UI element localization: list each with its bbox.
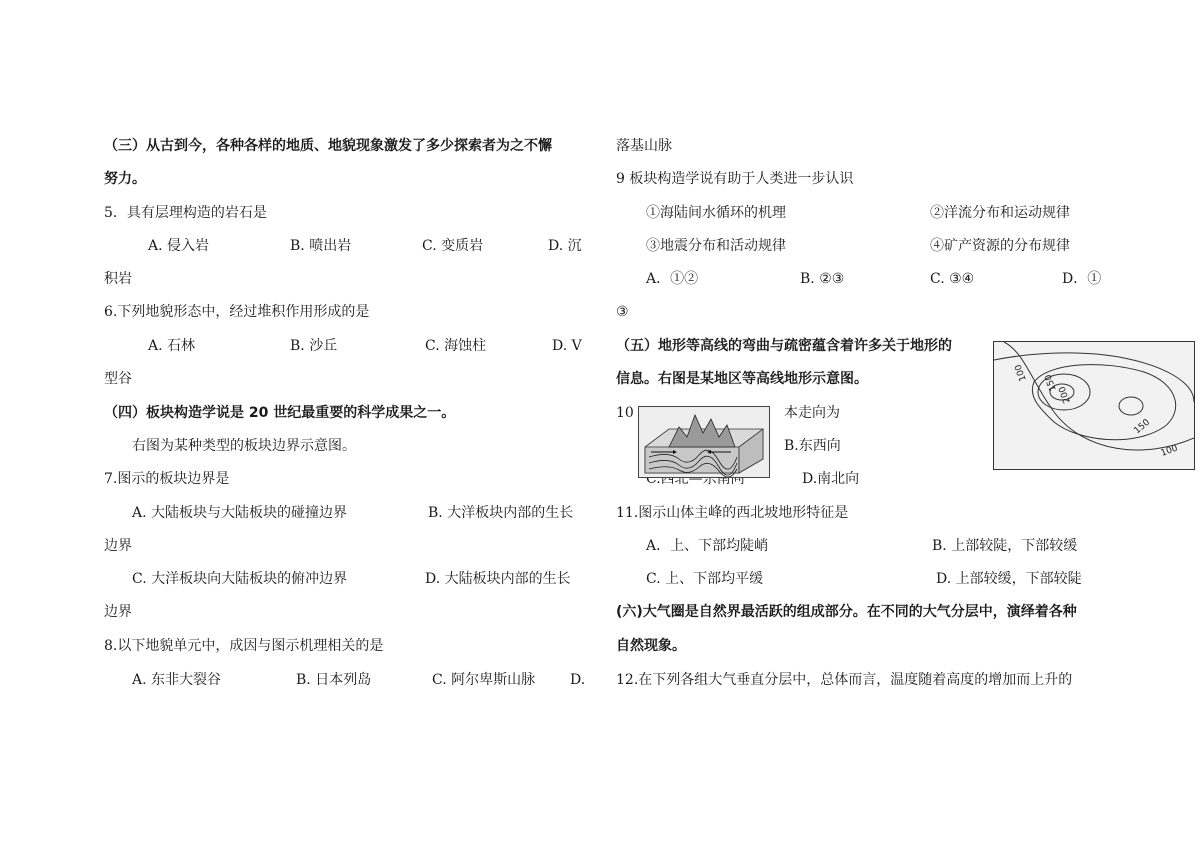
q11-option-a: A．上、下部均陡峭 bbox=[646, 538, 769, 554]
q8-option-c: C. 阿尔卑斯山脉 bbox=[432, 672, 536, 688]
contour-map-figure bbox=[993, 341, 1195, 470]
q9-item-3: ③地震分布和活动规律 bbox=[646, 238, 786, 254]
question-6: 6.下列地貌形态中，经过堆积作用形成的是 bbox=[104, 304, 370, 320]
section-3-heading: （三）从古到今，各种各样的地质、地貌现象激发了多少探索者为之不懈 bbox=[104, 138, 552, 154]
question-8: 8.以下地貌单元中，成因与图示机理相关的是 bbox=[104, 638, 384, 654]
q7-option-d-cont: 边界 bbox=[104, 604, 132, 620]
contour-label-4: 150 bbox=[1132, 417, 1153, 437]
q9-option-a: A．①② bbox=[646, 271, 699, 287]
q8-option-d-cont: 落基山脉 bbox=[616, 138, 672, 154]
q5-option-c: C. 变质岩 bbox=[422, 238, 484, 254]
q7-option-a: A. 大陆板块与大陆板块的碰撞边界 bbox=[132, 505, 348, 521]
contour-label-1: 100 bbox=[1013, 362, 1029, 383]
contour-map bbox=[994, 342, 1194, 469]
section-4-note: 右图为某种类型的板块边界示意图。 bbox=[132, 438, 356, 454]
q7-option-b: B. 大洋板块内部的生长 bbox=[428, 505, 574, 521]
question-9: 9 板块构造学说有助于人类进一步认识 bbox=[616, 171, 854, 187]
q6-option-c: C. 海蚀柱 bbox=[425, 338, 487, 354]
q6-option-d: D. V bbox=[552, 338, 582, 354]
q10-option-d: D.南北向 bbox=[802, 471, 860, 487]
section-4-heading: （四）板块构造学说是 20 世纪最重要的科学成果之一。 bbox=[104, 405, 456, 421]
q7-option-c: C. 大洋板块向大陆板块的俯冲边界 bbox=[132, 571, 348, 587]
q9-option-d-cont: ③ bbox=[616, 304, 629, 320]
question-12: 12.在下列各组大气垂直分层中，总体而言，温度随着高度的增加而上升的 bbox=[616, 672, 1073, 688]
section-6-heading-cont: 自然现象。 bbox=[616, 638, 686, 654]
q7-option-d: D. 大陆板块内部的生长 bbox=[425, 571, 571, 587]
section-5-heading: （五）地形等高线的弯曲与疏密蕴含着许多关于地形的 bbox=[616, 338, 952, 354]
q6-option-a: A. 石林 bbox=[148, 338, 196, 354]
question-7: 7.图示的板块边界是 bbox=[104, 471, 230, 487]
q5-option-d-cont: 积岩 bbox=[104, 271, 132, 287]
section-3-heading-cont: 努力。 bbox=[104, 171, 146, 187]
q9-item-2: ②洋流分布和运动规律 bbox=[930, 205, 1070, 221]
q10-option-b: B.东西向 bbox=[784, 438, 841, 454]
q6-option-b: B. 沙丘 bbox=[290, 338, 338, 354]
question-10-end: 本走向为 bbox=[784, 405, 840, 421]
q9-item-4: ④矿产资源的分布规律 bbox=[930, 238, 1070, 254]
q8-option-d: D. bbox=[570, 672, 586, 688]
q11-option-c: C. 上、下部均平缓 bbox=[646, 571, 764, 587]
q9-option-c: C. ③④ bbox=[930, 271, 975, 287]
question-10-start: 10 bbox=[616, 405, 634, 421]
plate-boundary-figure bbox=[638, 406, 770, 478]
q8-option-a: A. 东非大裂谷 bbox=[132, 672, 222, 688]
q9-option-d: D．① bbox=[1062, 271, 1102, 287]
q11-option-b: B. 上部较陡，下部较缓 bbox=[932, 538, 1078, 554]
q9-item-1: ①海陆间水循环的机理 bbox=[646, 205, 786, 221]
q5-option-b: B. 喷出岩 bbox=[290, 238, 352, 254]
plate-boundary-diagram bbox=[639, 407, 769, 477]
question-5: 5．具有层理构造的岩石是 bbox=[104, 205, 267, 221]
q5-option-d: D. 沉 bbox=[548, 238, 582, 254]
q6-option-d-cont: 型谷 bbox=[104, 371, 132, 387]
q8-option-b: B. 日本列岛 bbox=[296, 672, 372, 688]
section-6-heading: (六)大气圈是自然界最活跃的组成部分。在不同的大气分层中，演绎着各种 bbox=[616, 604, 1077, 620]
section-5-heading-cont: 信息。右图是某地区等高线地形示意图。 bbox=[616, 371, 868, 387]
contour-label-5: 100 bbox=[1159, 443, 1180, 459]
q5-option-a: A. 侵入岩 bbox=[148, 238, 210, 254]
q9-option-b: B. ②③ bbox=[800, 271, 845, 287]
q11-option-d: D. 上部较缓，下部较陡 bbox=[936, 571, 1082, 587]
q7-option-b-cont: 边界 bbox=[104, 538, 132, 554]
contour-label-2: 150 bbox=[1043, 372, 1059, 393]
contour-label-3: 200 bbox=[1057, 384, 1073, 405]
question-11: 11.图示山体主峰的西北坡地形特征是 bbox=[616, 505, 849, 521]
